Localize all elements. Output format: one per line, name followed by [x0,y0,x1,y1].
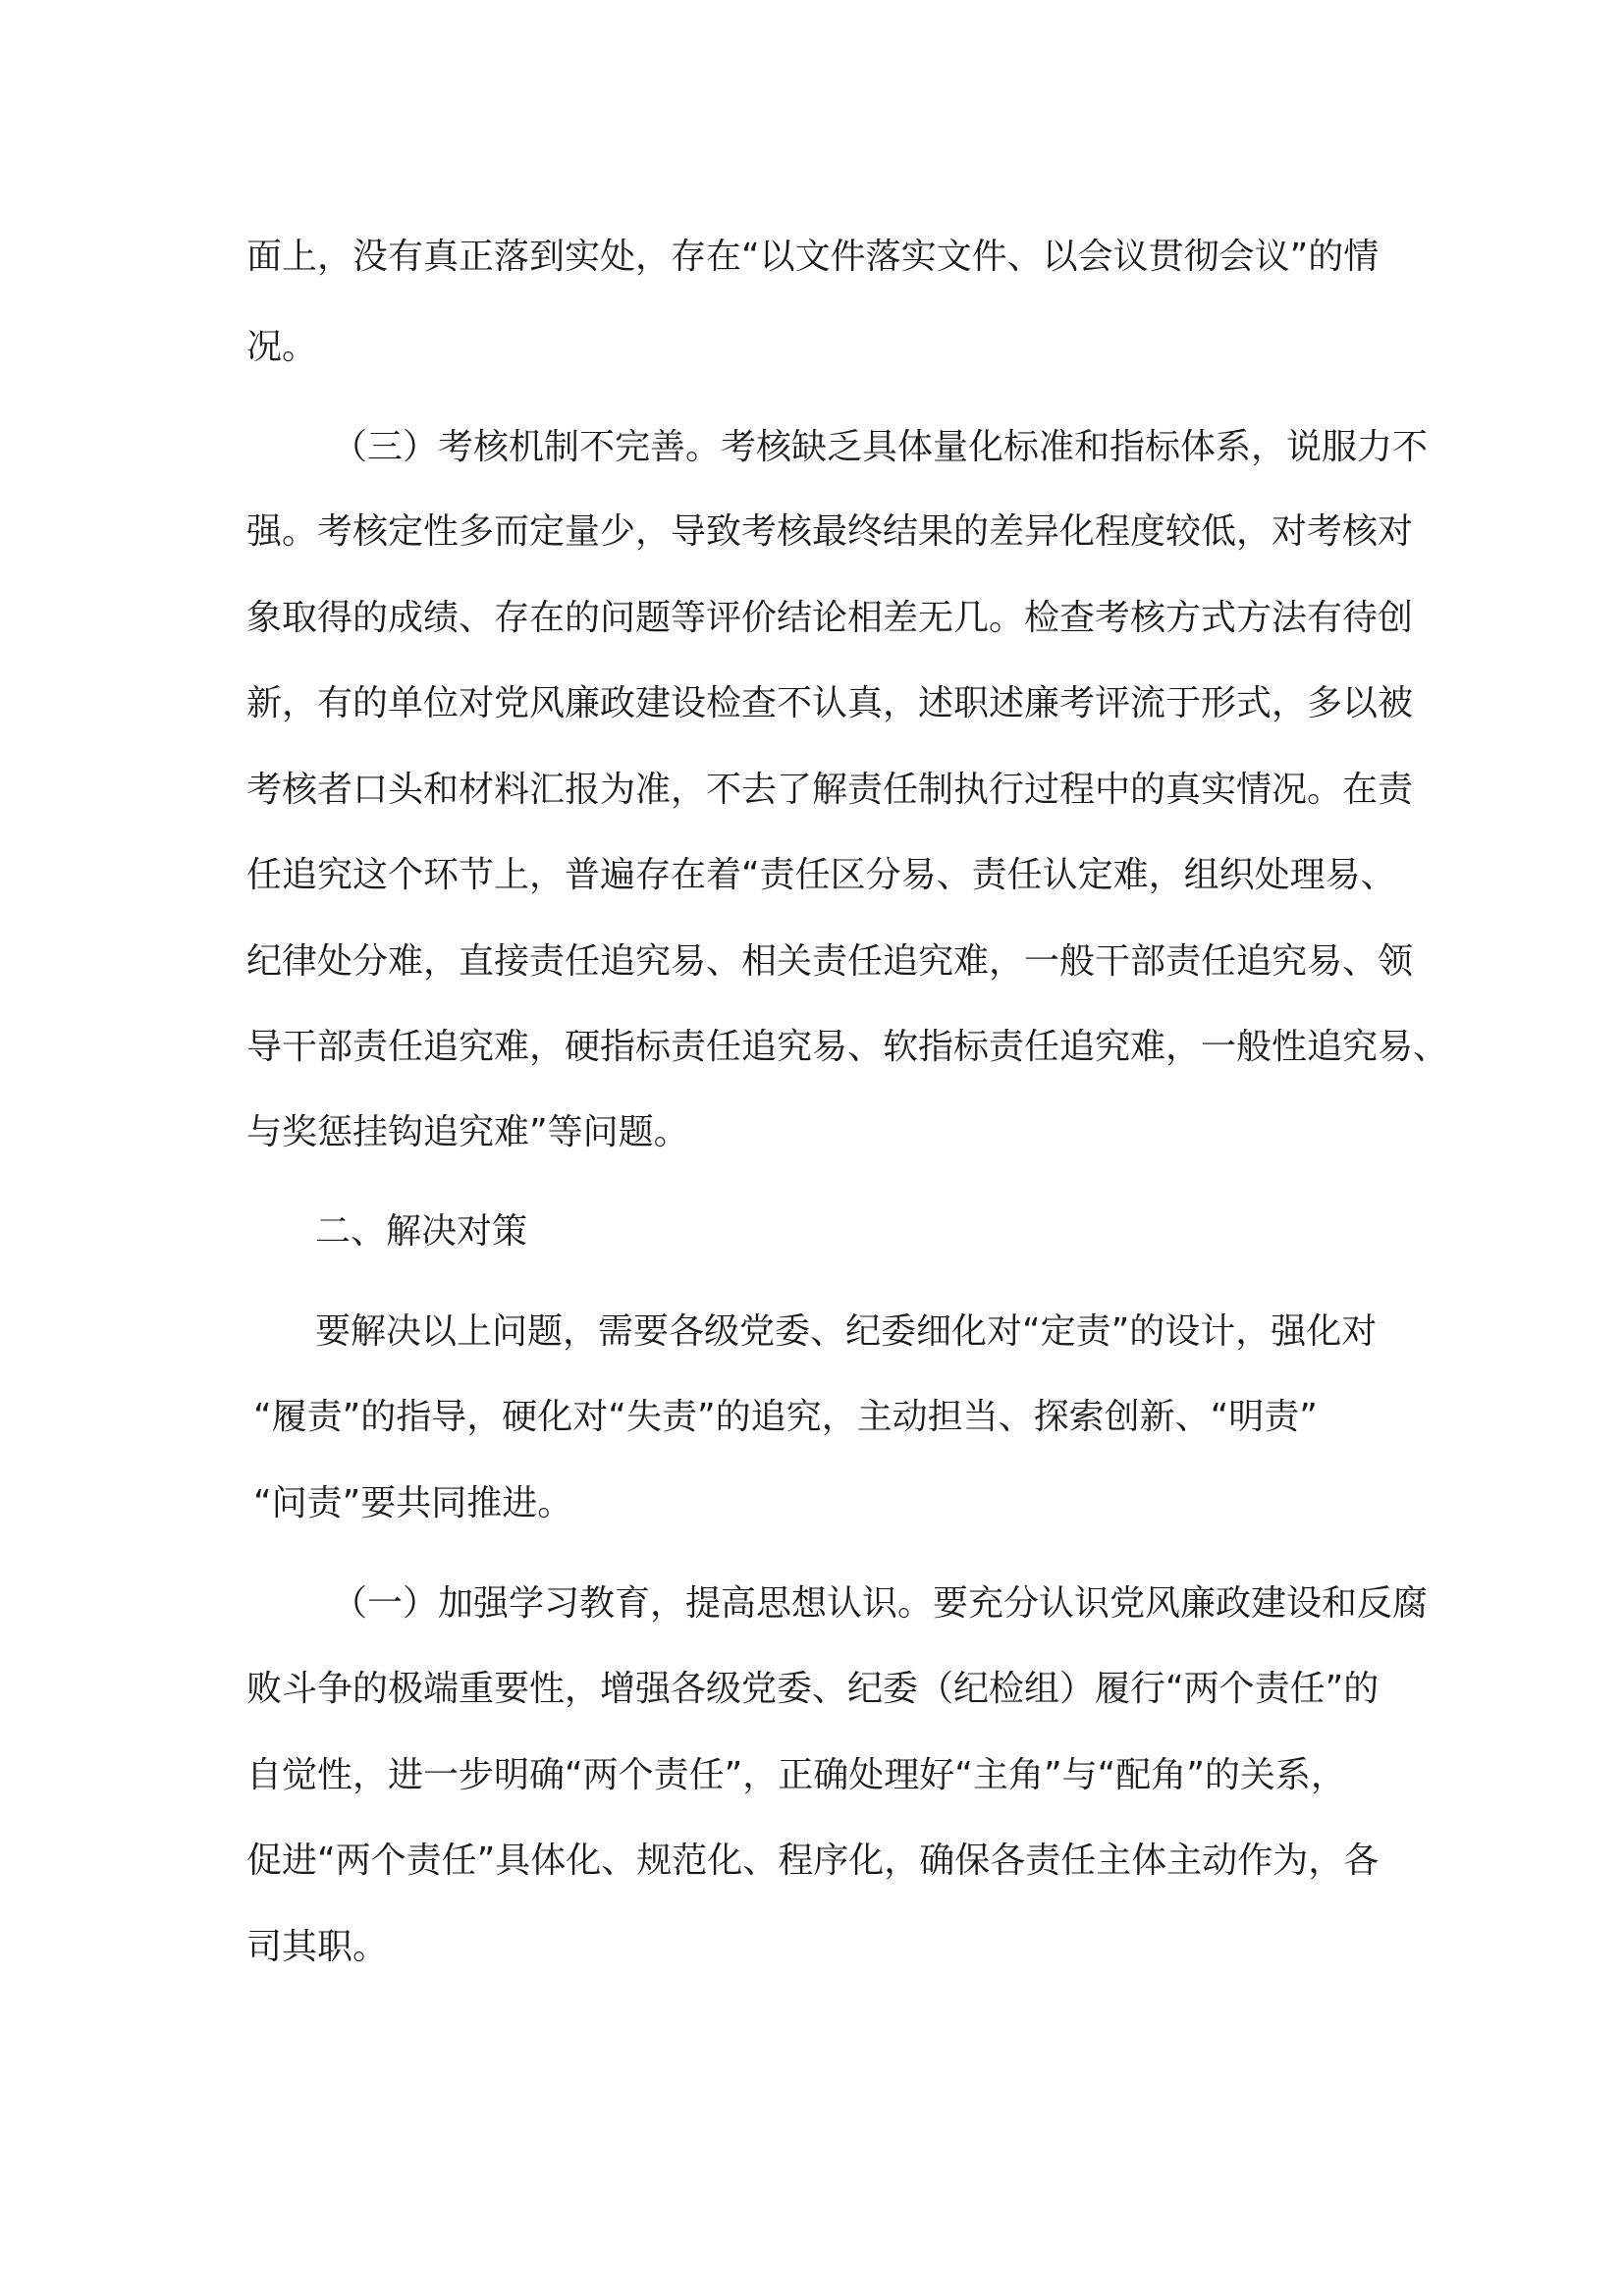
text-line: 自觉性，进一步明确“两个责任”，正确处理好“主角”与“配角”的关系， [246,1755,1346,1795]
text-line: 导干部责任追究难，硬指标责任追究易、软指标责任追究难，一般性追究易、 [246,1027,1449,1067]
text-line: 面上，没有真正落到实处，存在“以文件落实文件、以会议贯彻会议”的情 [246,237,1380,277]
text-line: “问责”要共同推进。 [253,1483,573,1523]
text-line: 新，有的单位对党风廉政建设检查不认真，述职述廉考评流于形式，多以被 [246,683,1414,723]
text-line: 纪律处分难，直接责任追究易、相关责任追究难，一般干部责任追究易、领 [246,941,1414,982]
text-line: 要解决以上问题，需要各级党委、纪委细化对“定责”的设计，强化对 [315,1311,1378,1352]
text-line: 任追究这个环节上，普遍存在着“责任区分易、责任认定难，组织处理易、 [246,855,1396,895]
section-heading: 二、解决对策 [315,1211,528,1252]
text-line: 司其职。 [246,1927,389,1967]
subsection-heading-3: （三）考核机制不完善。考核缺乏具体量化标准和指标体系，说服力不 [332,427,1429,467]
text-line: 促进“两个责任”具体化、规范化、程序化，确保各责任主体主动作为，各 [246,1841,1380,1881]
text-line: 考核者口头和材料汇报为准，不去了解责任制执行过程中的真实情况。在责 [246,770,1414,810]
text-line: 象取得的成绩、存在的问题等评价结论相差无几。检查考核方式方法有待创 [246,598,1414,638]
text-line: “履责”的指导，硬化对“失责”的追究，主动担当、探索创新、“明责” [253,1397,1318,1437]
text-line: 况。 [246,327,318,367]
text-line: 与奖惩挂钩追究难”等问题。 [246,1112,689,1152]
text-line: 败斗争的极端重要性，增强各级党委、纪委（纪检组）履行“两个责任”的 [246,1669,1380,1709]
subsection-heading-1: （一）加强学习教育，提高思想认识。要充分认识党风廉政建设和反腐 [332,1583,1429,1624]
text-line: 强。考核定性多而定量少，导致考核最终结果的差异化程度较低，对考核对 [246,511,1414,552]
